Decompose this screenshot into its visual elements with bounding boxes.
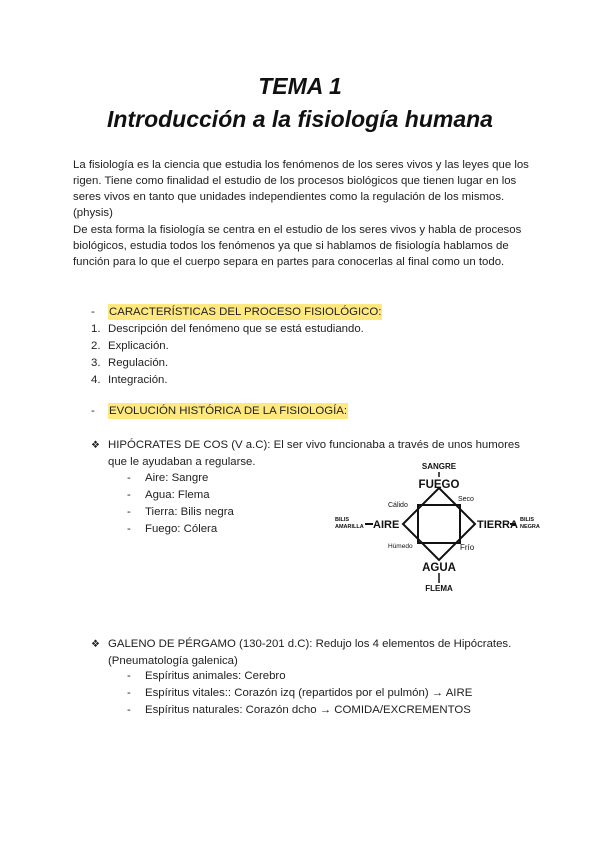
humors-diagram: [330, 455, 560, 595]
diamond-bullet-icon: ❖: [91, 440, 100, 451]
intro-paragraph-2: De esta forma la fisiología se centra en el estudio de los seres vivos y habla de procesos biológicos, estudia todos los fenómenos ya que si hablamos de fisiología hablamos de función para lo que el cuerpo separa en partes para conocerlas al final como un todo.: [73, 224, 522, 268]
label-agua: AGUA: [422, 562, 456, 574]
label-flema: FLEMA: [425, 584, 453, 593]
list-number: 2.: [91, 340, 101, 352]
diagram-square: [418, 505, 460, 543]
page-title: TEMA 1: [258, 73, 342, 99]
list-item-text: Espíritus naturales: Corazón dcho → COMIDA/EXCREMENTOS: [145, 704, 471, 716]
list-item: [91, 338, 364, 355]
list-number: 3.: [91, 357, 101, 369]
list-item-text: Regulación.: [108, 357, 169, 369]
list-dash: -: [127, 523, 131, 535]
list-item: [127, 470, 234, 487]
label-sangre: SANGRE: [421, 462, 457, 471]
list-item-text: Integración.: [108, 374, 168, 386]
diamond-bullet-icon: ❖: [91, 639, 100, 650]
list-number: 1.: [91, 323, 101, 335]
label-bilis-amarilla-1: BILIS: [335, 517, 350, 523]
label-calido: Cálido: [388, 502, 408, 509]
intro-paragraph-1: La fisiología es la ciencia que estudia los fenómenos de los seres vivos y las leyes que los rigen. Tiene como finalidad el estudio de los procesos biológicos que tienen lugar en los seres vivos en tanto que unidades independientes como la regulación de los mismos. (physis): [73, 159, 529, 219]
page-subtitle: Introducción a la fisiología humana: [107, 106, 493, 132]
label-fuego: FUEGO: [418, 479, 460, 491]
list-dash: -: [127, 472, 131, 484]
galeno-text: GALENO DE PÉRGAMO (130-201 d.C): Redujo los 4 elementos de Hipócrates. (Pneumatología galenica): [108, 638, 512, 667]
heading-dash: -: [91, 405, 95, 417]
list-item-text: Tierra: Bilis negra: [145, 506, 234, 518]
hipocrates-text: HIPÓCRATES DE COS (V a.C): El ser vivo funcionaba a través de unos humores que le ayudaban a regularse.: [108, 439, 520, 468]
list-item: [127, 685, 472, 702]
label-bilis-negra-2: NEGRA: [520, 524, 540, 530]
list-item: [91, 372, 364, 389]
label-aire: AIRE: [373, 519, 400, 531]
spirits-list: [127, 668, 472, 719]
list-dash: -: [127, 489, 131, 501]
list-dash: -: [127, 704, 131, 716]
list-item: [127, 702, 472, 719]
list-item-text: Descripción del fenómeno que se está estudiando.: [108, 323, 364, 335]
label-seco: Seco: [458, 496, 474, 503]
humors-list: [127, 470, 234, 538]
heading-text: CARACTERÍSTICAS DEL PROCESO FISIOLÓGICO:: [109, 306, 382, 318]
list-item-text: Espíritus animales: Cerebro: [145, 670, 286, 682]
list-item-text: Aire: Sangre: [145, 472, 209, 484]
label-bilis-negra-1: BILIS: [520, 517, 535, 523]
list-item-text: Agua: Flema: [145, 489, 210, 501]
label-frio: Frío: [460, 543, 475, 552]
list-item-text: Espíritus vitales:: Corazón izq (repartidos por el pulmón) → AIRE: [145, 687, 473, 699]
list-number: 4.: [91, 374, 101, 386]
list-item: [127, 521, 234, 538]
heading-text: EVOLUCIÓN HISTÓRICA DE LA FISIOLOGÍA:: [109, 405, 347, 417]
list-item-text: Explicación.: [108, 340, 169, 352]
list-item: [91, 355, 364, 372]
list-item: [127, 668, 472, 685]
list-item: [127, 487, 234, 504]
galeno-bullet: [91, 636, 531, 670]
list-dash: -: [127, 506, 131, 518]
label-humedo: Húmedo: [388, 543, 413, 550]
list-dash: -: [127, 670, 131, 682]
list-dash: -: [127, 687, 131, 699]
heading-dash: -: [91, 306, 95, 318]
list-item-text: Fuego: Cólera: [145, 523, 218, 535]
label-bilis-amarilla-2: AMARILLA: [335, 524, 364, 530]
list-item: [127, 504, 234, 521]
label-tierra: TIERRA: [477, 519, 518, 531]
characteristics-list: [91, 321, 364, 389]
list-item: [91, 321, 364, 338]
